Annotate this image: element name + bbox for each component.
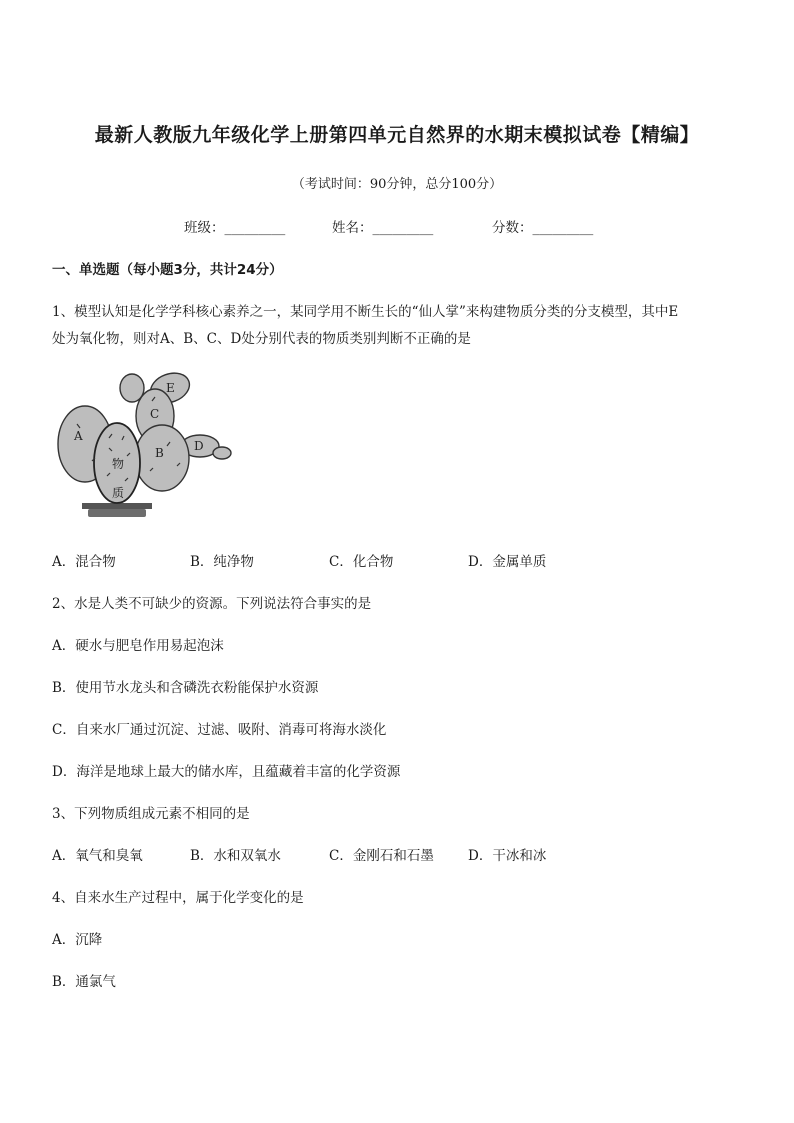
q2-option-b[interactable]: B．使用节水龙头和含磷洗衣粉能保护水资源	[52, 680, 319, 696]
q1-option-d[interactable]: D．金属单质	[468, 554, 547, 570]
q1-option-b[interactable]: B．纯净物	[190, 554, 254, 570]
label-c: C	[150, 407, 160, 421]
question-1-line-2: 处为氧化物，则对A、B、C、D处分别代表的物质类别判断不正确的是	[52, 331, 471, 347]
q2-option-a[interactable]: A．硬水与肥皂作用易起泡沫	[52, 638, 224, 654]
cactus-diagram	[52, 366, 242, 524]
q1-option-a[interactable]: A．混合物	[52, 554, 116, 570]
class-label: 班级：	[184, 220, 225, 236]
cactus-pad-d-tip	[213, 447, 231, 459]
label-zhi: 质	[112, 486, 125, 500]
exam-subtitle: （考试时间：90分钟，总分100分）	[291, 177, 503, 192]
question-4-stem: 4、自来水生产过程中，属于化学变化的是	[52, 890, 304, 906]
name-blank: _________	[372, 220, 434, 236]
q3-option-c[interactable]: C．金刚石和石墨	[329, 848, 434, 864]
name-field	[332, 216, 433, 236]
q3-option-d[interactable]: D．干冰和冰	[468, 848, 547, 864]
exam-title: 最新人教版九年级化学上册第四单元自然界的水期末模拟试卷【精编】	[94, 124, 700, 146]
q4-option-a[interactable]: A．沉降	[52, 932, 103, 948]
label-e: E	[166, 381, 175, 395]
q1-option-c[interactable]: C．化合物	[329, 554, 394, 570]
label-b: B	[155, 446, 164, 460]
q2-option-d[interactable]: D．海洋是地球上最大的储水库，且蕴藏着丰富的化学资源	[52, 764, 401, 780]
class-blank: _________	[224, 220, 286, 236]
pot-base	[88, 509, 146, 517]
name-label: 姓名：	[332, 220, 373, 236]
label-a: A	[74, 429, 83, 443]
question-3-stem: 3、下列物质组成元素不相同的是	[52, 806, 250, 822]
q4-option-b[interactable]: B．通氯气	[52, 974, 116, 990]
score-label: 分数：	[492, 220, 533, 236]
q2-option-c[interactable]: C．自来水厂通过沉淀、过滤、吸附、消毒可将海水淡化	[52, 722, 387, 738]
score-field	[492, 216, 593, 236]
question-2-stem: 2、水是人类不可缺少的资源。下列说法符合事实的是	[52, 596, 372, 612]
question-1-line-1: 1、模型认知是化学学科核心素养之一，某同学用不断生长的“仙人掌”来构建物质分类的分支模型，其中E	[52, 304, 679, 320]
label-d: D	[194, 439, 204, 453]
label-wu: 物	[112, 457, 125, 471]
q3-option-b[interactable]: B．水和双氧水	[190, 848, 281, 864]
class-field	[184, 216, 285, 236]
cactus-classification-figure	[52, 366, 242, 524]
section-heading: 一、单选题（每小题3分，共计24分）	[52, 262, 283, 278]
q3-option-a[interactable]: A．氧气和臭氧	[52, 848, 143, 864]
score-blank: _________	[532, 220, 594, 236]
